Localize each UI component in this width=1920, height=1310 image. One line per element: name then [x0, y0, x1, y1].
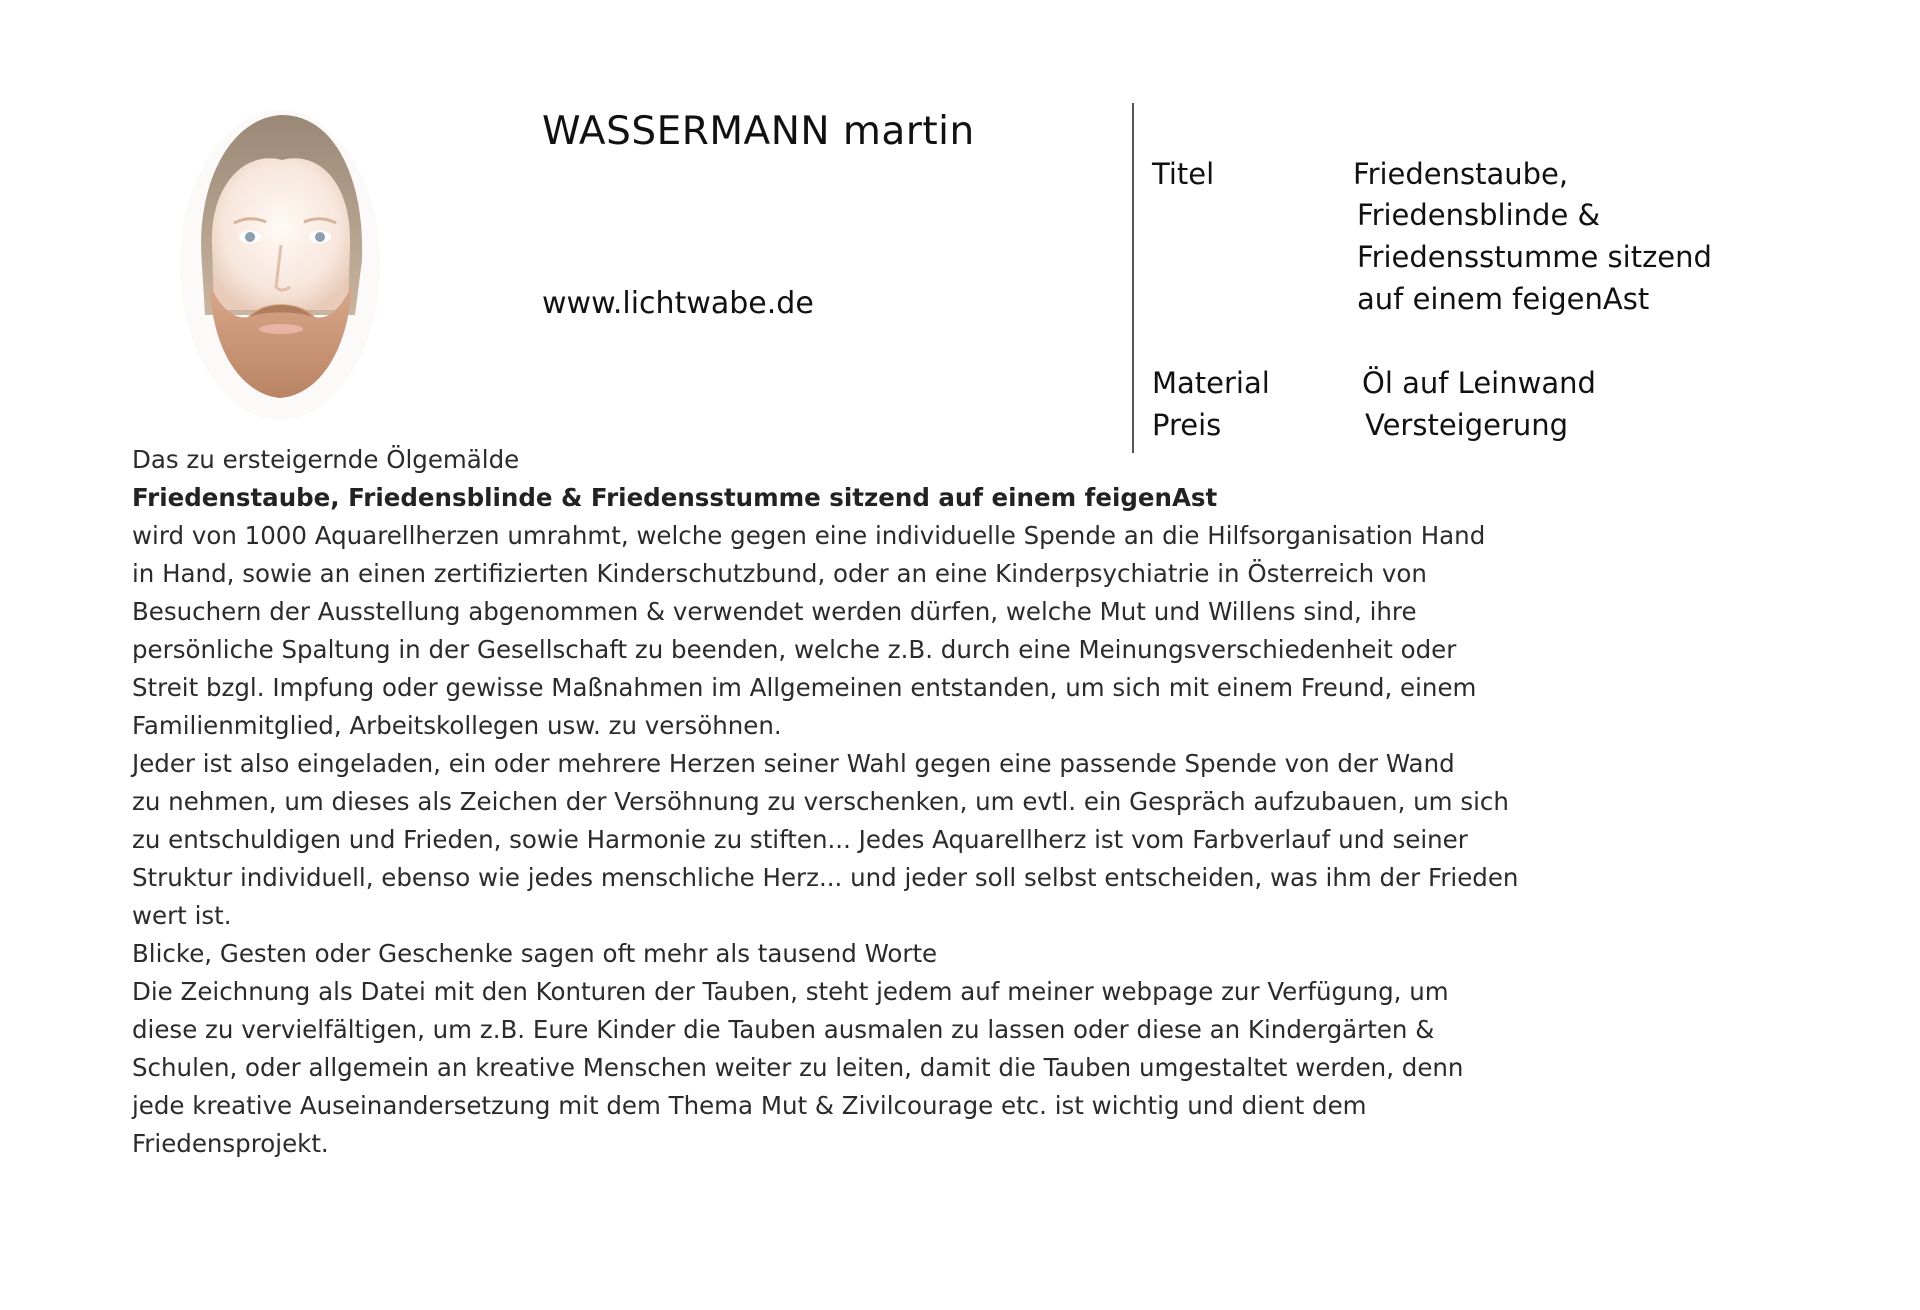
- title-value-line-2: Friedensblinde &: [1357, 198, 1601, 232]
- description-line: Struktur individuell, ebenso wie jedes menschliche Herz... und jeder soll selbst entscheiden, was ihm der Frieden: [132, 863, 1519, 892]
- description-line: Besuchern der Ausstellung abgenommen & verwendet werden dürfen, welche Mut und Willens sind, ihre: [132, 597, 1417, 626]
- description-line: jede kreative Auseinandersetzung mit dem Thema Mut & Zivilcourage etc. ist wichtig und dient dem: [132, 1091, 1367, 1120]
- price-value: Versteigerung: [1365, 408, 1569, 442]
- description-line: Familienmitglied, Arbeitskollegen usw. zu versöhnen.: [132, 711, 782, 740]
- artist-portrait-photo-icon: [150, 95, 410, 425]
- description-line: wird von 1000 Aquarellherzen umrahmt, welche gegen eine individuelle Spende an die Hilfsorganisation Hand: [132, 521, 1486, 550]
- title-value-line-3: Friedensstumme sitzend: [1357, 240, 1712, 274]
- description-artwork-title: Friedenstaube, Friedensblinde & Friedensstumme sitzend auf einem feigenAst: [132, 483, 1218, 512]
- title-value-line-1: Friedenstaube,: [1353, 157, 1569, 191]
- artist-website-link[interactable]: www.lichtwabe.de: [542, 286, 814, 321]
- description-line: Streit bzgl. Impfung oder gewisse Maßnahmen im Allgemeinen entstanden, um sich mit einem Freund, einem: [132, 673, 1477, 702]
- vertical-divider: [1132, 103, 1134, 453]
- material-label: Material: [1152, 366, 1270, 400]
- description-line: zu nehmen, um dieses als Zeichen der Versöhnung zu verschenken, um evtl. ein Gespräch aufzubauen, um sich: [132, 787, 1509, 816]
- description-line: diese zu vervielfältigen, um z.B. Eure Kinder die Tauben ausmalen zu lassen oder diese an Kindergärten &: [132, 1015, 1435, 1044]
- price-label: Preis: [1152, 408, 1222, 442]
- title-label: Titel: [1152, 157, 1215, 191]
- material-value: Öl auf Leinwand: [1362, 366, 1596, 400]
- description-line: zu entschuldigen und Frieden, sowie Harmonie zu stiften... Jedes Aquarellherz ist vom Farbverlauf und seiner: [132, 825, 1468, 854]
- title-value-line-4: auf einem feigenAst: [1357, 282, 1650, 316]
- artwork-description: [132, 441, 1832, 1163]
- artist-name: WASSERMANN martin: [542, 109, 975, 154]
- description-line: Schulen, oder allgemein an kreative Menschen weiter zu leiten, damit die Tauben umgestaltet werden, denn: [132, 1053, 1464, 1082]
- description-line: in Hand, sowie an einen zertifizierten Kinderschutzbund, oder an eine Kinderpsychiatrie in Österreich von: [132, 559, 1427, 588]
- description-line: Jeder ist also eingeladen, ein oder mehrere Herzen seiner Wahl gegen eine passende Spende von der Wand: [132, 749, 1455, 778]
- description-line: Friedensprojekt.: [132, 1129, 329, 1158]
- description-quote: Blicke, Gesten oder Geschenke sagen oft mehr als tausend Worte: [132, 939, 938, 968]
- description-line: Die Zeichnung als Datei mit den Konturen der Tauben, steht jedem auf meiner webpage zur Verfügung, um: [132, 977, 1449, 1006]
- artist-portrait: [150, 95, 410, 425]
- description-line: wert ist.: [132, 901, 232, 930]
- description-intro: Das zu ersteigernde Ölgemälde: [132, 445, 520, 474]
- description-line: persönliche Spaltung in der Gesellschaft zu beenden, welche z.B. durch eine Meinungsverschiedenheit oder: [132, 635, 1457, 664]
